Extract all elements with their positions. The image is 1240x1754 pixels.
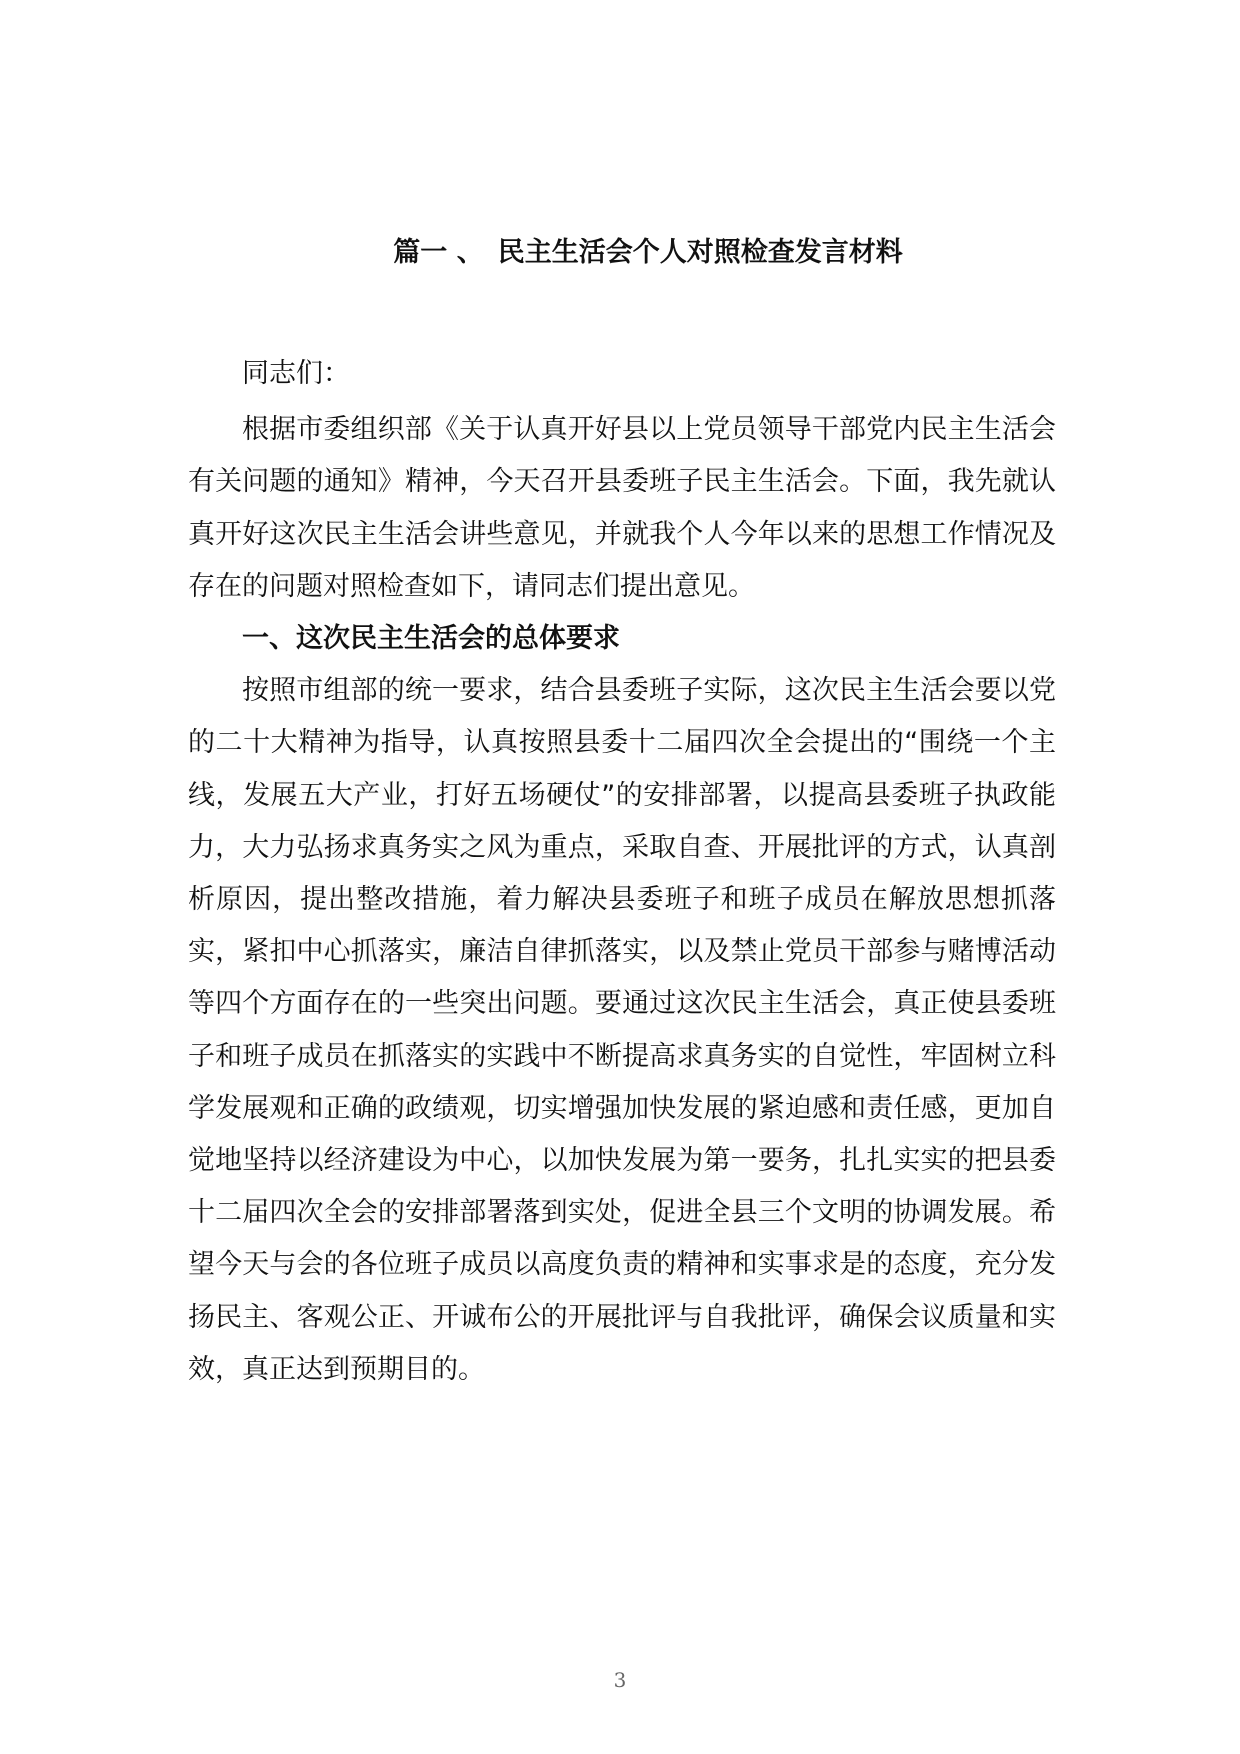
intro-paragraph: 根据市委组织部《关于认真开好县以上党员领导干部党内民主生活会有关问题的通知》精神，今天召开县委班子民主生活会。下面，我先就认真开好这次民主生活会讲些意见，并就我个人今年以来的思想工作情况及存在的问题对照检查如下，请同志们提出意见。 bbox=[188, 414, 1056, 602]
document-title bbox=[0, 233, 1240, 273]
salutation: 同志们： bbox=[242, 358, 350, 389]
document-body bbox=[188, 348, 1056, 1396]
section-paragraph: 按照市组部的统一要求，结合县委班子实际，这次民主生活会要以党的二十大精神为指导，认真按照县委十二届四次全会提出的“围绕一个主线，发展五大产业，打好五场硬仗”的安排部署，以提高县委班子执政能力，大力弘扬求真务实之风为重点，采取自查、开展批评的方式，认真剖析原因，提出整改措施，着力解决县委班子和班子成员在解放思想抓落实，紧扣中心抓落实，廉洁自律抓落实，以及禁止党员干部参与赌博活动等四个方面存在的一些突出问题。要通过这次民主生活会，真正使县委班子和班子成员在抓落实的实践中不断提高求真务实的自觉性，牢固树立科学发展观和正确的政绩观，切实增强加快发展的紧迫感和责任感，更加自觉地坚持以经济建设为中心，以加快发展为第一要务，扎扎实实的把县委十二届四次全会的安排部署落到实处，促进全县三个文明的协调发展。希望今天与会的各位班子成员以高度负责的精神和实事求是的态度，充分发扬民主、客观公正、开诚布公的开展批评与自我批评，确保会议质量和实效，真正达到预期目的。 bbox=[188, 675, 1056, 1385]
title-main: 民主生活会个人对照检查发言材料 bbox=[497, 237, 903, 268]
title-prefix: 篇一 、 bbox=[393, 237, 484, 268]
page-number: 3 bbox=[613, 1668, 627, 1692]
section-heading: 一、这次民主生活会的总体要求 bbox=[242, 623, 620, 655]
